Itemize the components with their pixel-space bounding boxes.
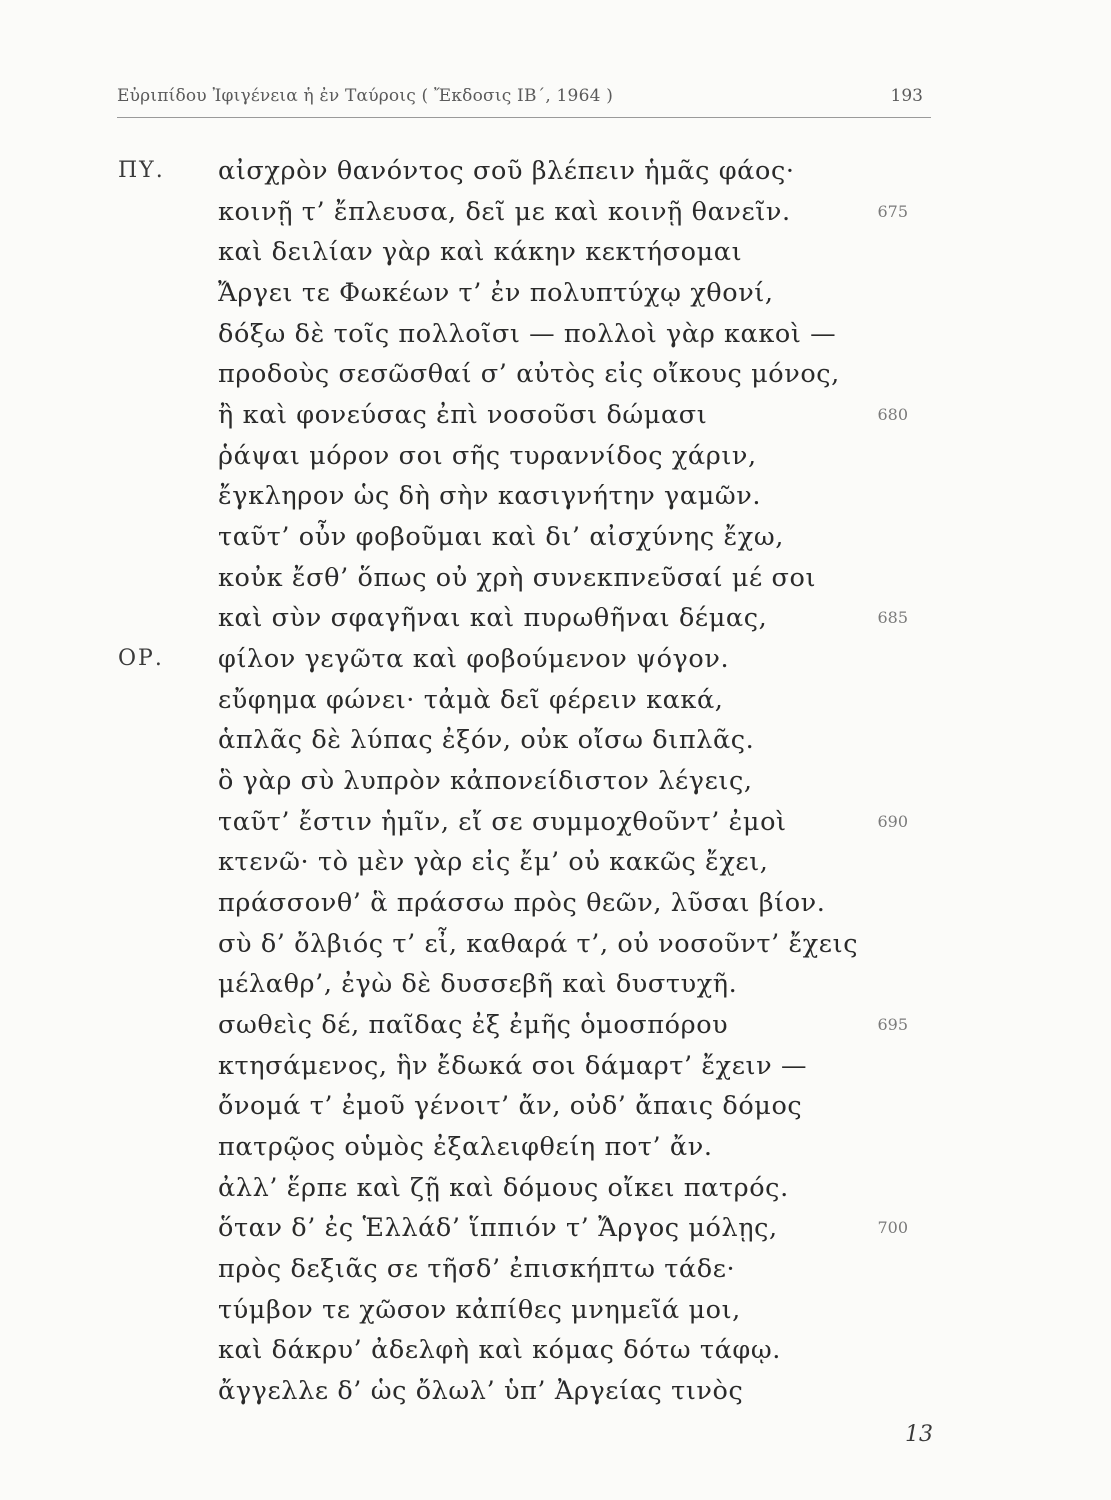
verse-line: σωθεὶς δέ, παῖδας ἐξ ἐμῆς ὁμοσπόρου	[218, 1010, 729, 1040]
line-number: 685	[877, 608, 908, 627]
verse-line: κτησάμενος, ἣν ἔδωκά σοι δάμαρτ’ ἔχειν —	[218, 1051, 808, 1081]
verse-line: καὶ δάκρυ’ ἀδελφὴ καὶ κόμας δότω τάφῳ.	[218, 1335, 781, 1365]
verse-line: ταῦτ’ οὖν φοβοῦμαι καὶ δι’ αἰσχύνης ἔχω,	[218, 522, 784, 552]
speaker-label-orestes: ΟΡ.	[118, 646, 164, 671]
verse-line: κοινῇ τ’ ἔπλευσα, δεῖ με καὶ κοινῇ θανεῖν.	[218, 197, 791, 227]
line-number: 700	[877, 1218, 908, 1237]
verse-line: καὶ δειλίαν γὰρ καὶ κάκην κεκτήσομαι	[218, 237, 743, 267]
verse-line: μέλαθρ’, ἐγὼ δὲ δυσσεβῆ καὶ δυστυχῆ.	[218, 969, 738, 999]
verse-line: φίλον γεγῶτα καὶ φοβούμενον ψόγον.	[218, 644, 730, 674]
verse-line: πράσσονθ’ ἃ πράσσω πρὸς θεῶν, λῦσαι βίον.	[218, 888, 826, 918]
verse-line: ἀλλ’ ἕρπε καὶ ζῇ καὶ δόμους οἴκει πατρός.	[218, 1173, 789, 1203]
speaker-label-pylades: ΠΥ.	[118, 158, 165, 183]
verse-line: ὃ γὰρ σὺ λυπρὸν κἀπονείδιστον λέγεις,	[218, 766, 753, 796]
verse-line: δόξω δὲ τοῖς πολλοῖσι — πολλοὶ γὰρ κακοὶ —	[218, 319, 837, 349]
line-number: 680	[877, 405, 908, 424]
line-number: 690	[877, 812, 908, 831]
verse-line: ταῦτ’ ἔστιν ἡμῖν, εἴ σε συμμοχθοῦντ’ ἐμοὶ	[218, 807, 787, 837]
verse-line: ὅταν δ’ ἐς Ἑλλάδ’ ἵππιόν τ’ Ἄργος μόλῃς,	[218, 1213, 778, 1243]
verse-line: καὶ σὺν σφαγῆναι καὶ πυρωθῆναι δέμας,	[218, 603, 768, 633]
verse-line: ἢ καὶ φονεύσας ἐπὶ νοσοῦσι δώμασι	[218, 400, 708, 430]
verse-line: ἔγκληρον ὡς δὴ σὴν κασιγνήτην γαμῶν.	[218, 481, 762, 511]
running-header-title: Εὐριπίδου Ἰφιγένεια ἡ ἐν Ταύροις ( Ἔκδοσις ΙΒ΄, 1964 )	[117, 86, 614, 106]
verse-line: προδοὺς σεσῶσθαί σ’ αὐτὸς εἰς οἴκους μόνος,	[218, 359, 840, 389]
verse-line: τύμβον τε χῶσον κἀπίθες μνημεῖά μοι,	[218, 1295, 741, 1325]
page-number: 193	[890, 86, 923, 106]
verse-line: Ἄργει τε Φωκέων τ’ ἐν πολυπτύχῳ χθονί,	[218, 278, 774, 308]
verse-line: ἁπλᾶς δὲ λύπας ἐξόν, οὐκ οἴσω διπλᾶς.	[218, 725, 755, 755]
verse-line: κοὐκ ἔσθ’ ὅπως οὐ χρὴ συνεκπνεῦσαί μέ σοι	[218, 563, 817, 593]
verse-line: κτενῶ· τὸ μὲν γὰρ εἰς ἔμ’ οὐ κακῶς ἔχει,	[218, 847, 769, 877]
verse-line: ὄνομά τ’ ἐμοῦ γένοιτ’ ἄν, οὐδ’ ἄπαις δόμος	[218, 1091, 803, 1121]
folio-signature: 13	[905, 1422, 933, 1447]
line-number: 675	[877, 202, 908, 221]
verse-line: πατρῷος οὑμὸς ἐξαλειφθείη ποτ’ ἄν.	[218, 1132, 713, 1162]
verse-line: ῥάψαι μόρον σοι σῆς τυραννίδος χάριν,	[218, 441, 757, 471]
verse-line: ἄγγελλε δ’ ὡς ὄλωλ’ ὑπ’ Ἀργείας τινὸς	[218, 1376, 744, 1406]
verse-line: εὔφημα φώνει· τἀμὰ δεῖ φέρειν κακά,	[218, 685, 724, 715]
verse-line: αἰσχρὸν θανόντος σοῦ βλέπειν ἡμᾶς φάος·	[218, 156, 795, 186]
line-number: 695	[877, 1015, 908, 1034]
verse-line: πρὸς δεξιᾶς σε τῆσδ’ ἐπισκήπτω τάδε·	[218, 1254, 736, 1284]
verse-line: σὺ δ’ ὄλβιός τ’ εἶ, καθαρά τ’, οὐ νοσοῦντ’ ἔχεις	[218, 929, 859, 959]
